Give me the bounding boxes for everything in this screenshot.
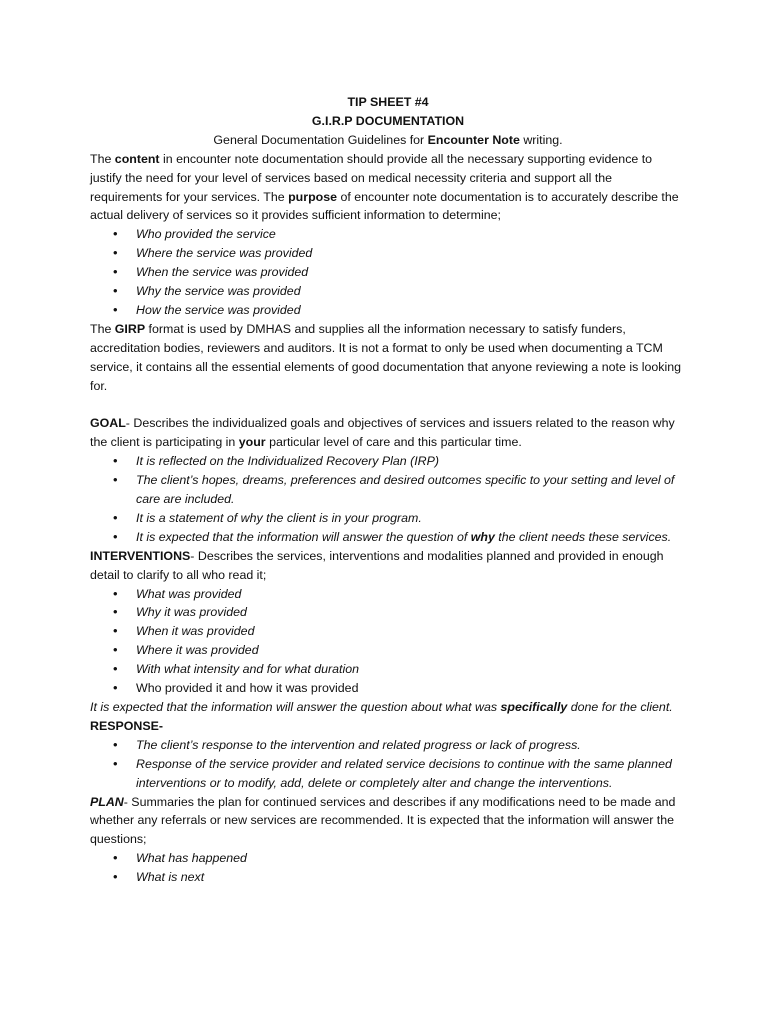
list-item: • When the service was provided	[90, 263, 686, 282]
interventions-note: It is expected that the information will answer the question about what was specifically done for the client.	[90, 699, 673, 714]
list-item: • What has happened	[90, 849, 686, 868]
goal-paragraph: GOAL- Describes the individualized goals and objectives of services and issuers related to the reason why the client is participating in your particular level of care and this particular time.	[90, 416, 675, 450]
plan-list	[90, 849, 686, 887]
list-item: • It is expected that the information will answer the question of why the client needs these services.	[90, 528, 686, 547]
interventions-label: INTERVENTIONS	[90, 548, 191, 563]
spacer	[90, 396, 686, 415]
list-item: • It is reflected on the Individualized Recovery Plan (IRP)	[90, 452, 686, 471]
response-label: RESPONSE	[90, 718, 159, 733]
list-item: • Where the service was provided	[90, 244, 686, 263]
interventions-paragraph: INTERVENTIONS- Describes the services, interventions and modalities planned and provided in enough detail to clarify to all who read it;	[90, 548, 664, 582]
page-title: TIP SHEET #4	[347, 95, 429, 109]
list-item: • Who provided it and how it was provided	[90, 679, 686, 698]
intro-line: General Documentation Guidelines for Encounter Note writing.	[213, 132, 563, 147]
interventions-list	[90, 585, 686, 698]
list-item: • The client’s hopes, dreams, preferences and desired outcomes specific to your setting and level of care are included.	[90, 471, 686, 509]
list-item: • When it was provided	[90, 622, 686, 641]
list-item: • Why it was provided	[90, 603, 686, 622]
list-item: • How the service was provided	[90, 301, 686, 320]
list-item: • Why the service was provided	[90, 282, 686, 301]
determine-list	[90, 225, 686, 320]
list-item: • It is a statement of why the client is in your program.	[90, 509, 686, 528]
response-list	[90, 736, 686, 793]
list-item: • With what intensity and for what duration	[90, 660, 686, 679]
response-heading: RESPONSE-	[90, 718, 163, 733]
list-item: • What was provided	[90, 585, 686, 604]
list-item: • Response of the service provider and related service decisions to continue with the same planned interventions or to modify, add, delete or completely alter and change the interventions.	[90, 755, 686, 793]
content-paragraph: The content in encounter note documentation should provide all the necessary supporting evidence to justify the need for your level of services based on medical necessity criteria and support all the requirements for your services. The purpose of encounter note documentation is to accurately describe the actual delivery of services so it provides sufficient information to determine;	[90, 151, 679, 223]
list-item: • Where it was provided	[90, 641, 686, 660]
goal-label: GOAL	[90, 416, 126, 431]
list-item: • The client’s response to the intervention and related progress or lack of progress.	[90, 736, 686, 755]
document-page	[90, 93, 686, 887]
list-item: • Who provided the service	[90, 225, 686, 244]
page-subtitle: G.I.R.P DOCUMENTATION	[311, 113, 465, 128]
plan-paragraph: PLAN- Summaries the plan for continued services and describes if any modifications need to be made and whether any referrals or new services are recommended. It is expected that the information will answer the questions;	[90, 794, 676, 847]
goal-list	[90, 452, 686, 547]
plan-label: PLAN	[90, 794, 124, 809]
list-item: • What is next	[90, 868, 686, 887]
girp-paragraph: The GIRP format is used by DMHAS and supplies all the information necessary to satisfy funders, accreditation bodies, reviewers and auditors. It is not a format to only be used when documenting a TCM service, it contains all the essential elements of good documentation that anyone reviewing a note is looking for.	[90, 321, 681, 393]
